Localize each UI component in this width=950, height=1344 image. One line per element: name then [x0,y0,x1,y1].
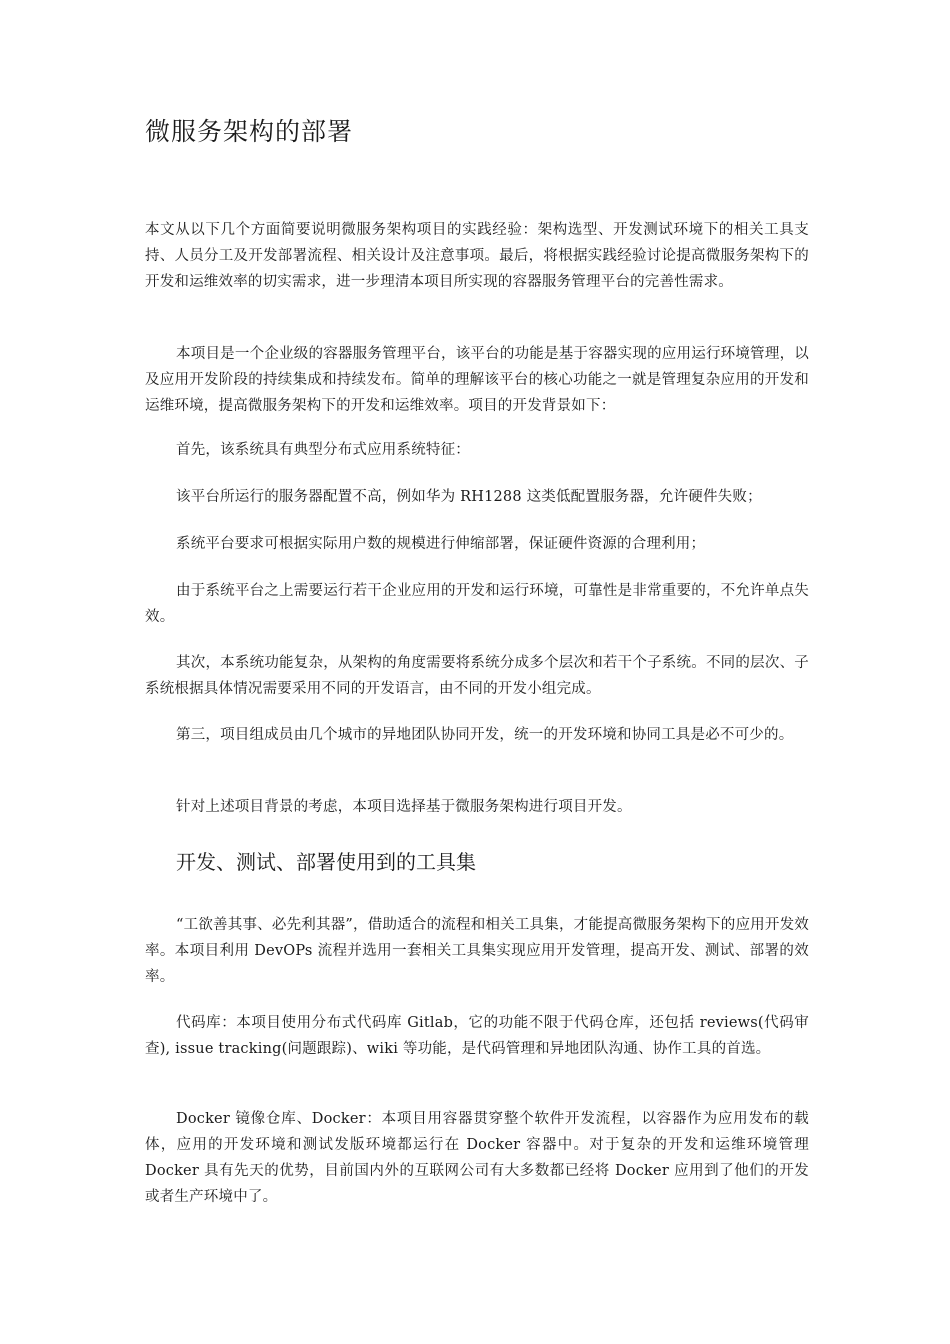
section-heading: 开发、测试、部署使用到的工具集 [176,850,476,874]
scaling-paragraph: 系统平台要求可根据实际用户数的规模进行伸缩部署，保证硬件资源的合理利用； [176,536,706,552]
server-config-paragraph: 该平台所运行的服务器配置不高，例如华为 RH1288 这类低配置服务器，允许硬件失败； [176,489,762,505]
second-point-paragraph: 其次，本系统功能复杂，从架构的角度需要将系统分成多个层次和若干个子系统。不同的层次、子系统根据具体情况需要采用不同的开发语言，由不同的开发小组完成。 [145,655,809,697]
reliability-paragraph: 由于系统平台之上需要运行若干企业应用的开发和运行环境，可靠性是非常重要的，不允许单点失效。 [145,583,809,625]
intro-paragraph: 本文从以下几个方面简要说明微服务架构项目的实践经验：架构选型、开发测试环境下的相关工具支持、人员分工及开发部署流程、相关设计及注意事项。最后，将根据实践经验讨论提高微服务架构下的开发和运维效率的切实需求，进一步理清本项目所实现的容器服务管理平台的完善性需求。 [145,222,809,290]
conclusion-paragraph: 针对上述项目背景的考虑，本项目选择基于微服务架构进行项目开发。 [176,799,632,815]
third-point-paragraph: 第三，项目组成员由几个城市的异地团队协同开发，统一的开发环境和协同工具是必不可少的。 [176,727,794,743]
tools-intro-paragraph: “工欲善其事、必先利其器”，借助适合的流程和相关工具集，才能提高微服务架构下的应用开发效率。本项目利用 DevOPs 流程并选用一套相关工具集实现应用开发管理，提高开发、测试、部署的效率。 [145,917,809,985]
docker-paragraph: Docker 镜像仓库、Docker：本项目用容器贯穿整个软件开发流程，以容器作为应用发布的载体，应用的开发环境和测试发版环境都运行在 Docker 容器中。对于复杂的开发和运维环境管理 Docker 具有先天的优势，目前国内外的互联网公司有大多数都已经将 Docker 应用到了他们的开发或者生产环境中了。 [145,1111,809,1205]
project-background-paragraph: 本项目是一个企业级的容器服务管理平台，该平台的功能是基于容器实现的应用运行环境管理，以及应用开发阶段的持续集成和持续发布。简单的理解该平台的核心功能之一就是管理复杂应用的开发和运维环境，提高微服务架构下的开发和运维效率。项目的开发背景如下： [145,346,809,414]
document-title: 微服务架构的部署 [145,117,354,146]
first-point-paragraph: 首先，该系统具有典型分布式应用系统特征： [176,442,470,458]
code-repo-paragraph: 代码库：本项目使用分布式代码库 Gitlab，它的功能不限于代码仓库，还包括 reviews(代码审查), issue tracking(问题跟踪)、wiki 等功能，是代码管理和异地团队沟通、协作工具的首选。 [145,1015,809,1057]
